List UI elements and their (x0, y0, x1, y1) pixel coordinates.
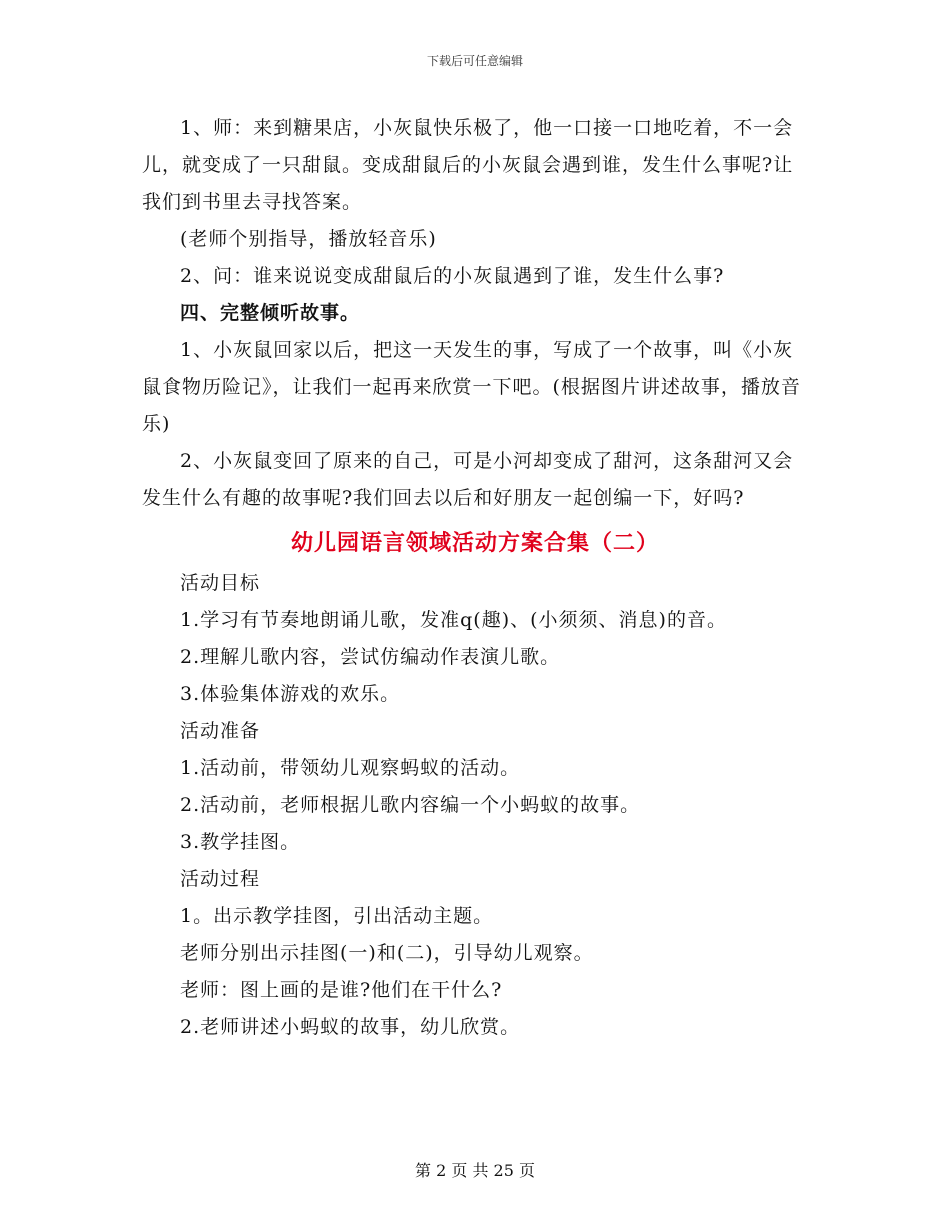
paragraph: 3.体验集体游戏的欢乐。 (180, 683, 401, 705)
paragraph: 1.活动前，带领幼儿观察蚂蚁的活动。 (180, 757, 521, 779)
paragraph: 活动准备 (180, 720, 261, 742)
paragraph: 1、小灰鼠回家以后，把这一天发生的事，写成了一个故事，叫《小灰鼠食物历险记》，让我们一起再来欣赏一下吧。(根据图片讲述故事，播放音乐) (142, 339, 801, 435)
page-header: 下载后可任意编辑 (426, 54, 523, 68)
paragraph: 老师：图上画的是谁?他们在干什么? (180, 979, 503, 1001)
paragraph: 2.活动前，老师根据儿歌内容编一个小蚂蚁的故事。 (180, 794, 641, 816)
paragraph: 1.学习有节奏地朗诵儿歌，发准q(趣)、(小须须、消息)的音。 (180, 609, 727, 631)
paragraph: 老师分别出示挂图(一)和(二)，引导幼儿观察。 (180, 942, 594, 964)
paragraph: 活动目标 (180, 572, 261, 594)
paragraph: 1。出示教学挂图，引出活动主题。 (180, 905, 494, 927)
paragraph: (老师个别指导，播放轻音乐) (180, 228, 437, 250)
paragraph: 3.教学挂图。 (180, 831, 301, 853)
document-body (142, 110, 808, 1046)
page-footer: 第 2 页 共 25 页 (415, 1161, 535, 1180)
paragraph: 2、小灰鼠变回了原来的自己，可是小河却变成了甜河，这条甜河又会发生什么有趣的故事呢?我们回去以后和好朋友一起创编一下，好吗? (142, 450, 794, 509)
section-title: 幼儿园语言领域活动方案合集（二） (290, 530, 659, 556)
paragraph: 2.理解儿歌内容，尝试仿编动作表演儿歌。 (180, 646, 561, 668)
paragraph: 1、师：来到糖果店，小灰鼠快乐极了，他一口接一口地吃着，不一会儿，就变成了一只甜鼠。变成甜鼠后的小灰鼠会遇到谁，发生什么事呢?让我们到书里去寻找答案。 (142, 117, 794, 213)
paragraph: 2、问：谁来说说变成甜鼠后的小灰鼠遇到了谁，发生什么事? (180, 265, 725, 287)
section-heading: 四、完整倾听故事。 (180, 302, 361, 324)
paragraph: 2.老师讲述小蚂蚁的故事，幼儿欣赏。 (180, 1016, 521, 1038)
paragraph: 活动过程 (180, 868, 261, 890)
